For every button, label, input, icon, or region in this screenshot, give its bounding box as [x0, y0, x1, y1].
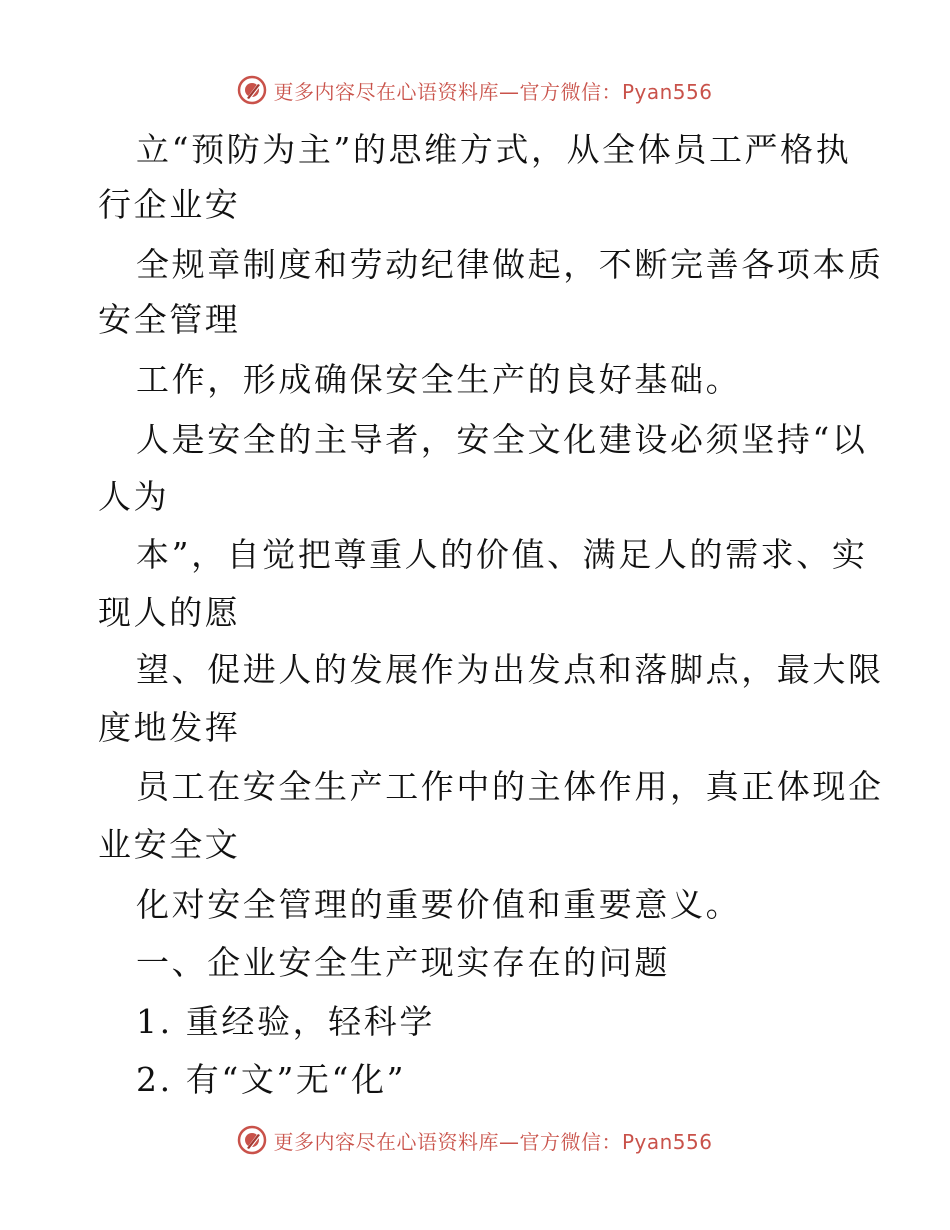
body-line: 员工在安全生产工作中的主体作用，真正体现企 [136, 767, 884, 806]
body-line: 立“预防为主”的思维方式，从全体员工严格执 [136, 130, 852, 169]
list-item: 1. 重经验，轻科学 [136, 1002, 435, 1041]
body-line: 全规章制度和劳动纪律做起，不断完善各项本质 [136, 245, 884, 284]
body-line: 安全管理 [98, 300, 241, 339]
header-banner-text: 更多内容尽在心语资料库—官方微信：Pyan556 [273, 79, 713, 104]
footer-banner-text: 更多内容尽在心语资料库—官方微信：Pyan556 [273, 1129, 713, 1154]
pen-circle-logo-icon [237, 1125, 267, 1155]
footer-banner [0, 1120, 950, 1160]
body-line: 工作，形成确保安全生产的良好基础。 [136, 360, 742, 399]
body-line: 化对安全管理的重要价值和重要意义。 [136, 885, 742, 924]
body-line: 行企业安 [98, 185, 241, 224]
footer-banner-inner [237, 1125, 712, 1155]
body-line: 度地发挥 [98, 708, 241, 747]
list-item: 2. 有“文”无“化” [136, 1060, 407, 1099]
body-line: 现人的愿 [98, 593, 241, 632]
body-line: 望、促进人的发展作为出发点和落脚点，最大限 [136, 650, 884, 689]
body-line: 人是安全的主导者，安全文化建设必须坚持“以 [136, 420, 868, 459]
body-line: 业安全文 [98, 825, 241, 864]
body-line: 人为 [98, 477, 170, 516]
section-heading: 一、企业安全生产现实存在的问题 [136, 943, 670, 982]
body-line: 本”，自觉把尊重人的价值、满足人的需求、实 [136, 535, 868, 574]
